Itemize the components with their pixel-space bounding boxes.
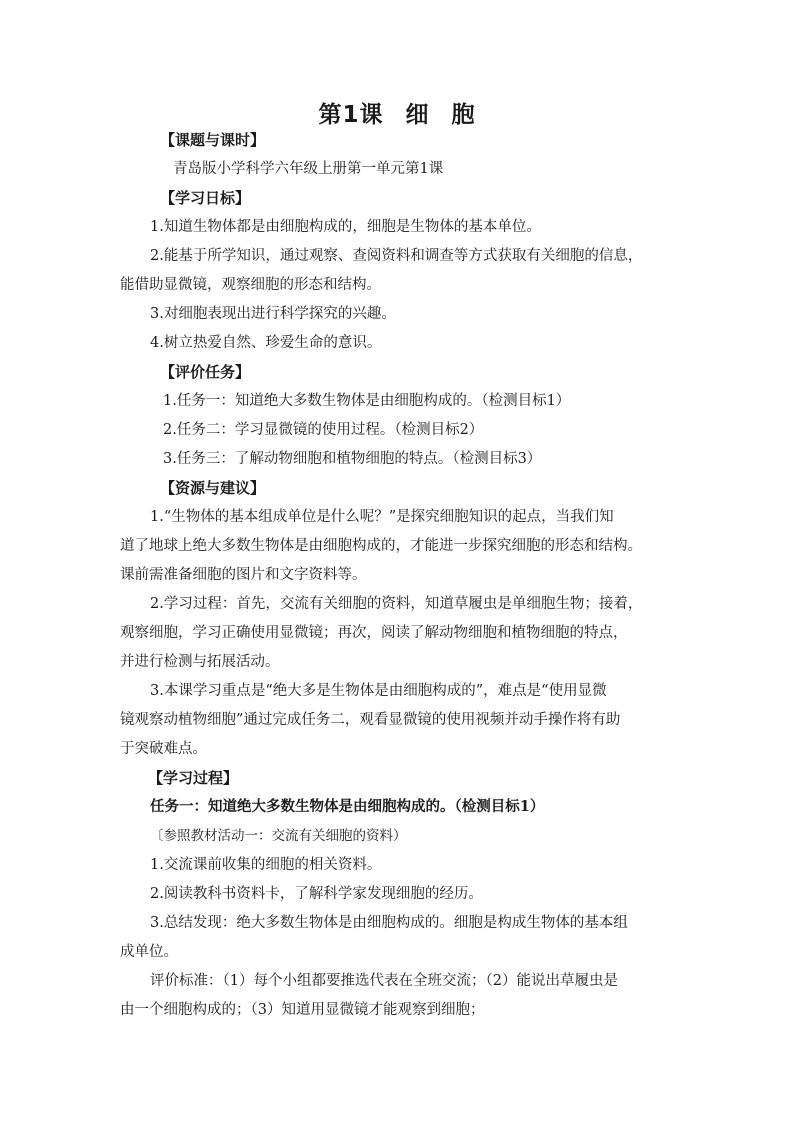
resource-item-2: 2.学习过程：首先，交流有关细胞的资料，知道草履虫是单细胞生物；接着，	[150, 596, 643, 612]
goal-item-3: 3.对细胞表现出进行科学探究的兴趣。	[150, 306, 396, 322]
resource-item-3-cont-2: 于突破难点。	[120, 741, 207, 757]
task-item-2: 2.任务二：学习显微镜的使用过程。（检测目标2）	[163, 422, 484, 438]
goal-item-4: 4.树立热爱自然、珍爱生命的意识。	[150, 335, 382, 351]
resource-item-1-cont-2: 课前需准备细胞的图片和文字资料等。	[120, 567, 367, 583]
resource-item-1: 1.“生物体的基本组成单位是什么呢？”是探究细胞知识的起点，当我们知	[150, 509, 614, 525]
heading-process: 【学习过程】	[148, 769, 239, 787]
lesson-title-number: 第1课	[318, 102, 384, 128]
process-step-2: 2.阅读教科书资料卡，了解科学家发现细胞的经历。	[150, 886, 483, 902]
evaluation-criteria: 评价标准：（1）每个小组都要推选代表在全班交流；（2）能说出草履虫是	[150, 973, 618, 989]
task-item-1: 1.任务一：知道绝大多数生物体是由细胞构成的。（检测目标1）	[163, 393, 571, 409]
heading-topic: 【课题与课时】	[160, 131, 266, 149]
lesson-title	[0, 96, 794, 129]
goal-item-2-cont: 能借助显微镜，观察细胞的形态和结构。	[120, 277, 381, 293]
goal-item-2: 2.能基于所学知识，通过观察、查阅资料和调查等方式获取有关细胞的信息，	[150, 248, 643, 264]
lesson-title-char-1: 细	[405, 102, 430, 128]
process-step-1: 1.交流课前收集的细胞的相关资料。	[150, 857, 382, 873]
process-step-3: 3.总结发现：绝大多数生物体是由细胞构成的。细胞是构成生物体的基本组	[150, 915, 628, 931]
resource-item-3: 3.本课学习重点是“绝大多是生物体是由细胞构成的”，难点是“使用显微	[150, 683, 607, 699]
resource-item-1-cont-1: 道了地球上绝大多数生物体是由细胞构成的，才能进一步探究细胞的形态和结构。	[120, 538, 642, 554]
topic-line: 青岛版小学科学六年级上册第一单元第1课	[173, 161, 444, 177]
process-task-1-heading: 任务一：知道绝大多数生物体是由细胞构成的。（检测目标1）	[150, 798, 545, 815]
heading-resources: 【资源与建议】	[160, 479, 266, 497]
evaluation-criteria-cont: 由一个细胞构成的；（3）知道用显微镜才能观察到细胞；	[120, 1002, 485, 1018]
process-reference-note: 〔参照教材活动一：交流有关细胞的资料）	[150, 828, 407, 844]
resource-item-3-cont-1: 镜观察动植物细胞”通过完成任务二，观看显微镜的使用视频并动手操作将有助	[120, 712, 621, 728]
heading-tasks: 【评价任务】	[160, 363, 251, 381]
heading-goals: 【学习日标】	[160, 189, 251, 207]
task-item-3: 3.任务三：了解动物细胞和植物细胞的特点。（检测目标3）	[163, 451, 542, 467]
resource-item-2-cont-2: 并进行检测与拓展活动。	[120, 654, 280, 670]
resource-item-2-cont-1: 观察细胞，学习正确使用显微镜；再次，阅读了解动物细胞和植物细胞的特点，	[120, 625, 628, 641]
process-step-3-cont: 成单位。	[120, 944, 178, 960]
goal-item-1: 1.知道生物体都是由细胞构成的，细胞是生物体的基本单位。	[150, 219, 541, 235]
lesson-title-char-2: 胞	[451, 102, 476, 128]
